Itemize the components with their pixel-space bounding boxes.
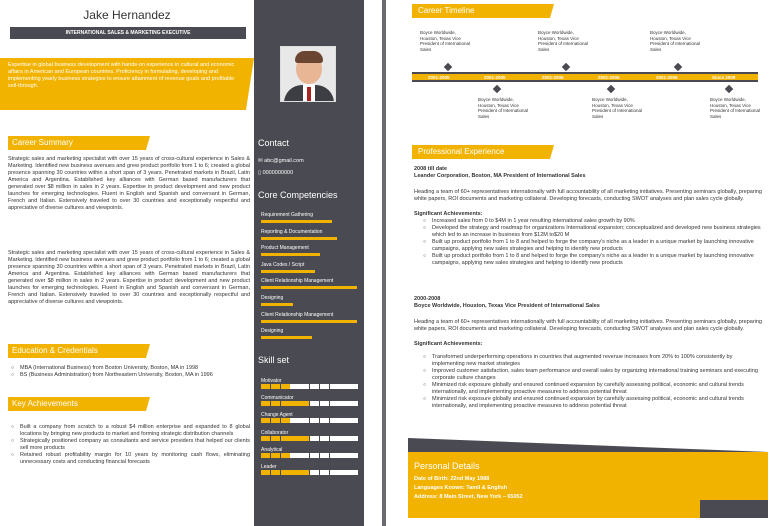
competency-item [261,245,359,256]
competency-item [261,212,359,223]
skill-segment-empty [310,384,319,389]
dob-label: Date of Birth: [414,476,449,482]
timeline-heading: Career Timeline [412,4,550,18]
contact-email [258,158,304,164]
list-item: ○ Built up product portfolio from 1 to 8 and helped to forge the company's niche as a leader in a unique market by launching innovative campaigns, applying new sales strategies and helping to identify new products [422,239,762,253]
skill-segment-filled [261,418,270,423]
address-value: 8 Main Street, New York – 65052 [439,494,523,500]
skill-segment-empty [349,418,358,423]
competency-level-bar [261,270,315,273]
skill-label: Collaborator [261,429,289,436]
skill-segment-filled [290,470,299,475]
competency-label: Reporting & Documentation [261,228,323,235]
skill-segment-filled [271,418,280,423]
job-2 [414,296,762,410]
skill-segment-empty [339,401,348,406]
competency-label: Designing [261,328,284,335]
profile-photo [280,46,336,102]
personal-details-heading: Personal Details [414,461,480,471]
languages-value: Tamil & English [466,485,508,491]
achievements-heading: Key Achievements [8,397,146,411]
competency-label: Requirement Gathering [261,212,313,218]
list-item: ○ Minimized risk exposure globally and ensured continued expansion by carefully assessing political, economic and cultural trends internationally, and implementing proactive measures to address potential threat [422,396,762,410]
skill-segment-empty [330,418,339,423]
timeline-entry-bottom: Boyce Worldwide, Houston, Texas Vice President of International Sales [592,97,643,119]
skill-segment-empty [339,436,348,441]
skill-segment-empty [349,436,358,441]
address-label: Address: [414,494,438,500]
competency-label: Client Relationship Management [261,311,334,318]
competencies-heading: Core Competencies [258,190,338,200]
career-summary-p1: Strategic sales and marketing specialist with over 15 years of cross-cultural experience in Sales & Marketing. Identified new business avenues and grew product portfolio from 1 to 6; created a global presence spanning 30 countries within a short span of 3 years. Penetrated markets in Brazil, Latin America and Argentina. Established key alliances with German based manufacturers that generated over $8 million in sales in 2 years. Expertise in product development and new product launches for emerging technologies. Fluent in English and Spanish and conversant in German, French and Italian. Extensively traveled to over 30 countries and exceptionally respectful and appreciative of diverse cultures and viewpoints. [8,156,250,211]
skill-item [261,378,359,389]
list-item: ○ Strategically positioned company as consultants and service providers that helped our clients sell more products [10,438,250,452]
skill-segment-filled [281,436,290,441]
timeline-period: 2001-2005 [428,75,450,80]
hair-shape [295,51,323,63]
timeline-entry-bottom: Boyce Worldwide, Houston, Texas Vice President of International Sales [710,97,761,119]
job-summary: Heading a team of 60+ representatives internationally with full accountability of all marketing initiatives. Presenting seminars globally, preparing white papers, ROI documents and marketing collateral. Developing forecasts, conducting SWOT analyses and plan sales cycle globally. [414,189,762,202]
skill-segment-filled [271,453,280,458]
list-item: ○ Transformed underperforming operations in countries that augmented revenue increases from 20% to 100% consistently by implementing new market strategies [422,354,762,368]
skill-segment-empty [290,418,299,423]
dob-line [414,476,489,482]
skill-segment-empty [339,470,348,475]
timeline-period: 2001-2005 [542,75,564,80]
skill-item [261,430,359,441]
skill-segment-empty [310,418,319,423]
skill-segment-filled [281,418,290,423]
skill-label: Motivator [261,378,282,384]
job-period: 2008 till date [414,166,448,172]
page-divider [382,0,386,526]
job-1 [414,166,762,267]
personal-details-corner [700,500,768,518]
skill-segment-empty [310,436,319,441]
email-icon: ✉ [258,158,265,164]
skills-heading: Skill set [258,355,290,365]
competency-level-bar [261,303,293,306]
skill-segment-empty [330,453,339,458]
phone-text: 0000000000 [262,170,294,176]
competency-label: Designing [261,295,284,301]
list-item: ○ BS (Business Administration) from Northeastern University, Boston, MA in 1996 [10,372,250,379]
intro-summary: Expertise in global business development with hands-on experience in cultural and economic affairs in American and European countries. Proficiency in formulating, developing and implementing yearly business strategies to ensure attainment of revenue goals and profitable sell-through. [0,58,246,110]
competency-item [261,262,359,273]
list-item: ○ MBA (International Business) from Boston University, Boston, MA in 1998 [10,365,250,372]
address-line [414,494,523,500]
career-summary-heading: Career Summary [8,136,146,150]
skill-rating [261,470,359,475]
career-summary-p2: Strategic sales and marketing specialist with over 15 years of cross-cultural experience in Sales & Marketing. Identified new business avenues and grew product portfolio from 1 to 6; created a global presence spanning 30 countries within a short span of 3 years. Penetrated markets in Brazil, Latin America and Argentina. Established key alliances with German based manufacturers that generated over $8 million in sales in 2 years. Expertise in product development and new product launches for emerging technologies. Fluent in English and Spanish and conversant in German, French and Italian. Extensively traveled to over 30 countries and exceptionally respectful and appreciative of diverse cultures and viewpoints. [8,250,250,305]
contact-heading: Contact [258,138,290,148]
timeline-entry-bottom: Boyce Worldwide, Houston, Texas Vice President of International Sales [478,97,529,119]
timeline-entry-top: Boyce Worldwide, Houston, Texas Vice President of International Sales [420,30,471,52]
competency-level-bar [261,237,337,240]
skill-segment-empty [349,384,358,389]
skill-rating [261,436,359,441]
experience-heading: Professional Experience [412,145,550,159]
timeline-entry-top: Boyce Worldwide, Houston, Texas Vice President of International Sales [650,30,701,52]
competency-level-bar [261,320,357,323]
skill-segment-filled [261,384,270,389]
skill-segment-filled [300,470,309,475]
skill-segment-empty [320,418,329,423]
skill-segment-filled [261,436,270,441]
skill-segment-empty [310,453,319,458]
timeline-period: Since 2009 [712,75,736,80]
skill-label: Change Agent [261,412,293,419]
timeline-period: 2001-2005 [598,75,620,80]
skill-segment-filled [281,384,290,389]
skill-segment-filled [281,453,290,458]
skill-segment-empty [330,470,339,475]
skill-segment-filled [271,436,280,441]
timeline-period: 2001-2005 [656,75,678,80]
job-achievements [422,354,762,410]
competency-item [261,278,359,289]
skill-segment-empty [339,453,348,458]
skill-segment-filled [290,401,299,406]
timeline-entry-top: Boyce Worldwide, Houston, Texas Vice President of International Sales [538,30,589,52]
skill-segment-empty [290,453,299,458]
skill-segment-empty [349,453,358,458]
list-item: ○ Retained robust profitability margin for 10 years by monitoring cash flows, eliminating unnecessary costs and conducting financial forecasts [10,452,250,466]
skill-rating [261,384,359,389]
competency-label: Product Management [261,245,309,252]
skill-segment-filled [281,401,290,406]
competency-label: Client Relationship Management [261,278,334,285]
skill-segment-empty [330,436,339,441]
skill-segment-filled [271,470,280,475]
competency-level-bar [261,220,332,223]
skill-segment-empty [320,453,329,458]
candidate-name: Jake Hernandez [83,8,171,22]
skill-segment-empty [320,436,329,441]
competency-item [261,328,359,339]
skill-label: Communicator [261,395,294,402]
dob-value: 22nd May 1988 [450,476,490,482]
skill-item [261,395,359,406]
achievements-label: Significant Achievements: [414,211,483,217]
languages-label: Languages Known: [414,485,465,491]
skill-segment-empty [300,453,309,458]
competency-level-bar [261,253,320,256]
competency-item [261,295,359,306]
skill-segment-empty [330,384,339,389]
skill-segment-filled [261,453,270,458]
skill-segment-empty [330,401,339,406]
skill-segment-empty [320,470,329,475]
job-role: Boyce Worldwide, Houston, Texas Vice President of International Sales [414,303,600,309]
achievements-label: Significant Achievements: [414,341,483,347]
skill-segment-empty [349,401,358,406]
skill-segment-filled [271,384,280,389]
skill-segment-empty [310,401,319,406]
skill-segment-empty [349,470,358,475]
education-list [10,365,250,379]
skill-segment-filled [290,436,299,441]
list-item: ○ Improved customer satisfaction, sales team performance and overall sales by organizing international training seminars and executing corporate culture changes [422,368,762,382]
job-period: 2000-2008 [414,296,441,302]
tie-shape [307,87,311,102]
skill-item [261,447,359,458]
skill-segment-empty [300,418,309,423]
skill-segment-empty [320,401,329,406]
list-item: ○ Built a company from scratch to a robust $4 million enterprise and expanded to 8 global locations by bringing new products to market and forming strategic distribution channels [10,424,250,438]
phone-icon: ▯ [258,170,263,176]
list-item: ○ Minimized risk exposure globally and ensured continued expansion by carefully assessing political, economic and cultural trends internationally, and implementing proactive measures to address potential threat [422,382,762,396]
competency-item [261,312,359,323]
competency-level-bar [261,336,312,339]
education-heading: Education & Credentials [8,344,146,358]
skill-segment-empty [310,470,319,475]
skill-segment-empty [339,384,348,389]
job-achievements [422,218,762,267]
list-item: ○ Increased sales from 0 to $4M in 1 year resulting international sales growth by 90% [422,218,762,225]
skill-segment-filled [261,401,270,406]
skill-segment-filled [261,470,270,475]
timeline-bar [412,72,758,82]
skill-rating [261,453,359,458]
skill-segment-filled [300,436,309,441]
skill-item [261,412,359,423]
email-text: abc@gmail.com [264,158,304,164]
job-summary: Heading a team of 60+ representatives internationally with full accountability of all marketing initiatives. Presenting seminars globally, preparing white papers, ROI documents and marketing collateral. Developing forecasts, conducting SWOT analyses and plan sales cycle globally. [414,319,762,332]
competency-level-bar [261,286,357,289]
skill-segment-filled [300,401,309,406]
competency-label: Java Codes / Script [261,261,305,268]
skill-rating [261,401,359,406]
contact-phone [258,170,293,176]
skill-rating [261,418,359,423]
job-role: Leander Corporation, Boston, MA President of International Sales [414,173,586,179]
personal-details-divider [408,438,768,452]
list-item: ○ Developed the strategy and roadmap for organizations International expansion; conceptualized and developed new business strategies which led to an increase in business from $12M to$20 M [422,225,762,239]
list-item: ○ Built up product portfolio from 1 to 8 and helped to forge the company's niche as a leader in a unique market by launching innovative campaigns, applying new sales strategies and helping to identify new products [422,253,762,267]
skill-item [261,464,359,475]
skill-label: Leader [261,464,277,470]
languages-line [414,485,507,491]
skill-segment-empty [290,384,299,389]
skill-segment-filled [271,401,280,406]
competency-item [261,229,359,240]
skill-segment-empty [320,384,329,389]
skill-segment-empty [339,418,348,423]
skill-segment-empty [300,384,309,389]
skill-segment-filled [281,470,290,475]
timeline-period: 2001-2005 [484,75,506,80]
skill-label: Analytical [261,446,283,453]
achievements-list [10,424,250,466]
candidate-title: INTERNATIONAL SALES & MARKETING EXECUTIVE [10,27,246,39]
